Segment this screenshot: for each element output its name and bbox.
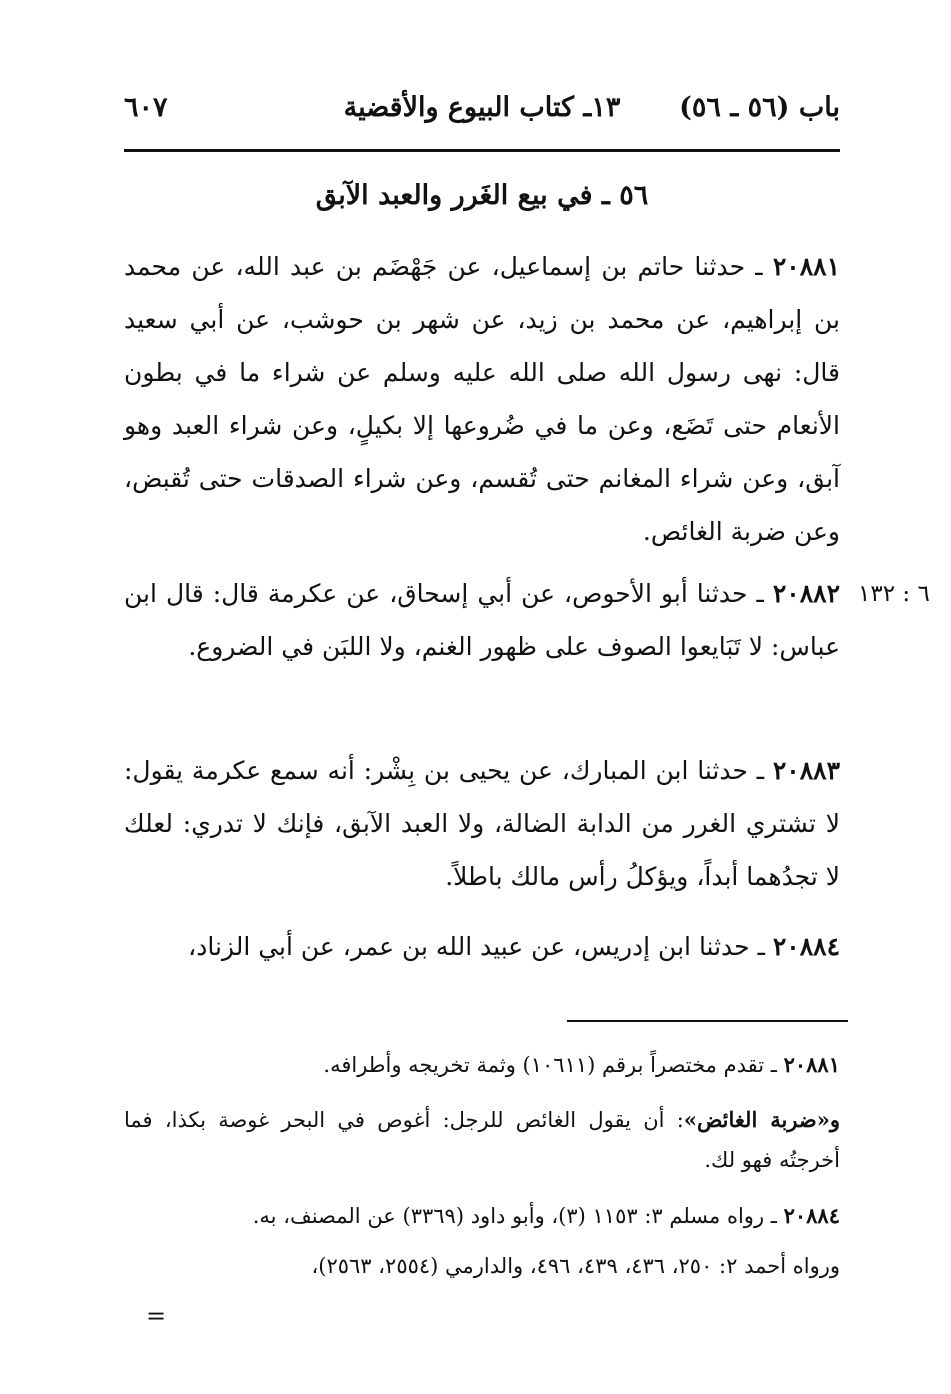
hadith-number: ٢٠٨٨٢ xyxy=(772,579,840,608)
footnote-text: ـ رواه مسلم ٣: ١١٥٣ (٣)، وأبو داود (٣٣٦٩) عن المصنف، به. xyxy=(252,1204,784,1228)
hadith-number: ٢٠٨٨٤ xyxy=(772,932,840,961)
footnote xyxy=(124,1045,840,1085)
hadith-text: ـ حدثنا حاتم بن إسماعيل، عن جَهْضَم بن عبد الله، عن محمد بن إبراهيم، عن محمد بن زيد، عن شهر بن حوشب، عن أبي سعيد قال: نهى رسول الله صلى الله عليه وسلم عن شراء ما في بطون الأنعام حتى تَضَع، وعن ما في ضُروعها إلا بكيلٍ، وعن شراء العبد وهو آبق، وعن شراء المغانم حتى تُقسم، وعن شراء الصدقات حتى تُقبض، وعن ضربة الغائص. xyxy=(124,252,840,546)
footnote-separator xyxy=(567,1020,848,1022)
hadith-number: ٢٠٨٨٣ xyxy=(772,756,840,785)
hadith-text: ـ حدثنا ابن المبارك، عن يحيى بن بِشْر: أنه سمع عكرمة يقول: لا تشتري الغرر من الدابة الضالة، ولا العبد الآبق، فإنك لا تدري: لعلك لا تجدُهما أبداً، ويؤكلُ رأس مالك باطلاً. xyxy=(124,756,840,891)
hadith-text: ـ حدثنا أبو الأحوص، عن أبي إسحاق، عن عكرمة قال: قال ابن عباس: لا تَبَايعوا الصوف على ظهور الغنم، ولا اللبَن في الضروع. xyxy=(124,579,840,661)
footnote-text: ـ تقدم مختصراً برقم (١٠٦١١) وثمة تخريجه وأطرافه. xyxy=(323,1053,784,1077)
footnote-text: : أن يقول الغائص للرجل: أغوص في البحر غوصة بكذا، فما أخرجتُه فهو لك. xyxy=(124,1108,840,1172)
hadith-paragraph xyxy=(124,744,840,903)
footnote-text: ورواه أحمد ٢: ٢٥٠، ٤٣٦، ٤٣٩، ٤٩٦، والدارمي (٢٥٥٤، ٢٥٦٣)، xyxy=(311,1254,840,1278)
footnote xyxy=(124,1246,840,1286)
margin-reference: ٦ : ١٣٢ xyxy=(858,581,930,607)
footnote xyxy=(124,1196,840,1236)
running-header xyxy=(124,92,840,132)
hadith-paragraph xyxy=(124,920,840,973)
footnote-ref: ٢٠٨٨١ xyxy=(783,1052,840,1077)
page-number: ٦٠٧ xyxy=(124,92,168,123)
footnote xyxy=(124,1100,840,1180)
header-section: باب (٥٦ ـ ٥٦) xyxy=(679,92,840,123)
chapter-title: ٥٦ ـ في بيع الغَرر والعبد الآبق xyxy=(315,180,649,211)
footnote-ref: ٢٠٨٨٤ xyxy=(783,1203,840,1228)
hadith-paragraph xyxy=(124,240,840,558)
hadith-number: ٢٠٨٨١ xyxy=(772,252,840,281)
hadith-text: ـ حدثنا ابن إدريس، عن عبيد الله بن عمر، عن أبي الزناد، xyxy=(188,932,773,961)
footnote-ref: و«ضربة الغائض» xyxy=(683,1107,840,1132)
continuation-mark: = xyxy=(146,1302,167,1330)
header-rule xyxy=(124,149,840,152)
header-book-title: ١٣ـ كتاب البيوع والأقضية xyxy=(343,92,621,123)
hadith-paragraph xyxy=(124,567,840,673)
